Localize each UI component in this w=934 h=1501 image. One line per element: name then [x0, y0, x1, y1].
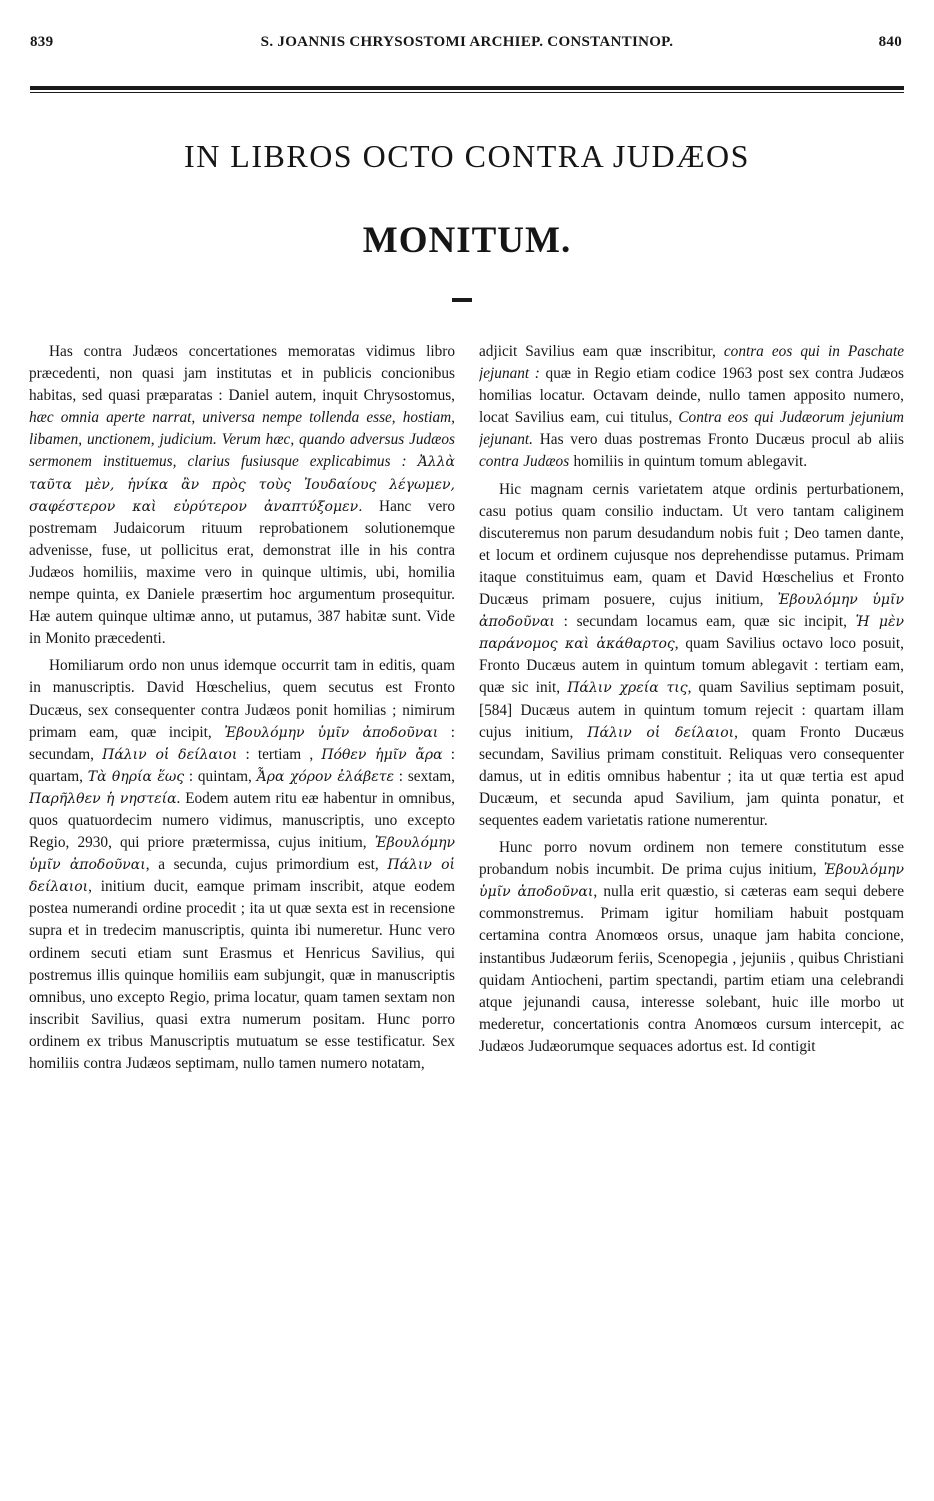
page-number-left: 839 — [30, 34, 54, 50]
paragraph: Hic magnam cernis varietatem atque ordinis perturbationem, casu potius quam consilio inductam. Ut vero tantam caliginem discuteremus non parum desudandum nobis fuit ; Deo tamen dante, et locum et ordinem cujusque nos deprehendisse putamus. Primam itaque constituimus eam, quam et David Hœschelius et Fronto Ducæus primam posuere, cujus initium, Ἐβουλόμην ὑμῖν ἀποδοῦναι : secundam locamus eam, quæ sic incipit, Ἡ μὲν παράνομος καὶ ἀκάθαρτος, quam Savilius octavo loco posuit, Fronto Ducæus autem in quintum tomum ablegavit : tertiam eam, quæ sic init, Πάλιν χρεία τις, quam Savilius septimam posuit, [584] Ducæus autem in quintum tomum rejecit : quartam illam cujus initium, Πάλιν οἱ δείλαιοι, quam Fronto Ducæus secundam, Savilius primam constituit. Reliquas vero consequenter damus, ut in editis omnibus habentur ; ita ut quæ tertia est apud Ducæum, et secunda apud Savilium, jam quinta ponatur, et sequentes eadem varietatis ratione numerentur. — [479, 480, 904, 829]
page-number-right: 840 — [878, 34, 902, 50]
left-column — [29, 341, 455, 1461]
right-column — [479, 341, 904, 1461]
header-rule-thick — [30, 86, 904, 90]
paragraph: adjicit Savilius eam quæ inscribitur, contra eos qui in Paschate jejunant : quæ in Regio etiam codice 1963 post sex contra Judæos homilias locatur. Octavam deinde, nullo tamen apposito numero, locat Savilius eam, cui titulus, Contra eos qui Judæorum jejunium jejunant. Has vero duas postremas Fronto Ducæus procul ab aliis contra Judæos homiliis in quintum tomum ablegavit. — [479, 343, 904, 471]
paragraph: Has contra Judæos concertationes memoratas vidimus libro præcedenti, non quasi jam institutas et in publicis concionibus habitas, sed quasi præparatas : Daniel autem, inquit Chrysostomus, hæc omnia aperte narrat, universa nempe tollenda esse, hostiam, libamen, unctionem, judicium. Verum hæc, quando adversus Judæos sermonem instituemus, clarius fusiusque explicabimus : Ἀλλὰ ταῦτα μὲν, ἡνίκα ἂν πρὸς τοὺς Ἰουδαίους λέγωμεν, σαφέστερον καὶ εὐρύτερον ἀναπτύξομεν. Hanc vero postremam Judaicorum rituum reprobationem solutionemque advenisse, fuse, ut pollicitus erat, demonstrat ille in his contra Judæos homiliis, maxime vero in quinque ultimis, ubi, homilia nempe quinta, ex Daniele præsertim hoc argumentum prosequitur. Hæ autem quinque ultimæ anno, ut putamus, 387 habitæ sunt. Vide in Monito præcedenti. — [29, 343, 455, 648]
header-rule-thin — [30, 92, 904, 93]
paragraph: Homiliarum ordo non unus idemque occurrit tam in editis, quam in manuscriptis. David Hœschelius, quem secutus est Fronto Ducæus, sex consequenter contra Judæos ponit homilias ; nimirum primam eam, quæ incipit, Ἐβουλόμην ὑμῖν ἀποδοῦναι : secundam, Πάλιν οἱ δείλαιοι : tertiam , Πόθεν ἡμῖν ἄρα : quartam, Τὰ θηρία ἕως : quintam, Ἆρα χόρον ἐλάβετε : sextam, Παρῆλθεν ἡ νηστεία. Eodem autem ritu eæ habentur in omnibus, quos quatuordecim numero vidimus, manuscriptis, uno excepto Regio, 2930, qui priore prætermissa, cujus initium, Ἐβουλόμην ὑμῖν ἀποδοῦναι, a secunda, cujus primordium est, Πάλιν οἱ δείλαιοι, initium ducit, eamque primam inscribit, atque eodem postea numerandi ordine procedit ; ita ut quæ sexta est in recensione supra et in tredecim manuscriptis, quinta ibi numeretur. Hunc vero ordinem secuti etiam sunt Erasmus et Henricus Savilius, qui postremus illis quinque homiliis eam subjungit, quæ in manuscriptis omnibus, uno excepto Regio, prima locatur, quam tamen sextam non inscribit Savilius, quasi extra numerum positam. Hunc porro ordinem ex tribus Manuscriptis mutuatum se esse testificatur. Sex homiliis contra Judæos septimam, nullo tamen numero notatam, — [29, 657, 455, 1072]
title-separator-dash — [452, 298, 472, 302]
document-subtitle: MONITUM. — [362, 220, 572, 261]
document-title: IN LIBROS OCTO CONTRA JUDÆOS — [184, 138, 750, 174]
paragraph: Hunc porro novum ordinem non temere constitutum esse probandum nobis incumbit. De prima cujus initium, Ἐβουλόμην ὑμῖν ἀποδοῦναι, nulla erit quæstio, si cæteras eam sequi debere commonstremus. Primam igitur homiliam habuit postquam certamina contra Anomœos orsus, unaque jam habita concione, instantibus Judæorum feriis, Scenopegia , jejuniis , quibus Christiani quidam Antiocheni, partim spectandi, partim etiam una celebrandi atque jejunandi causa, interesse solebant, huic ille morbo ut mederetur, concertationis contra Anomœos cursum intercepit, ac Judæos Judæorumque sequaces adortus est. Id contigit — [479, 839, 904, 1055]
running-title: S. JOANNIS CHRYSOSTOMI ARCHIEP. CONSTANTINOP. — [260, 34, 674, 50]
running-header — [30, 34, 904, 60]
